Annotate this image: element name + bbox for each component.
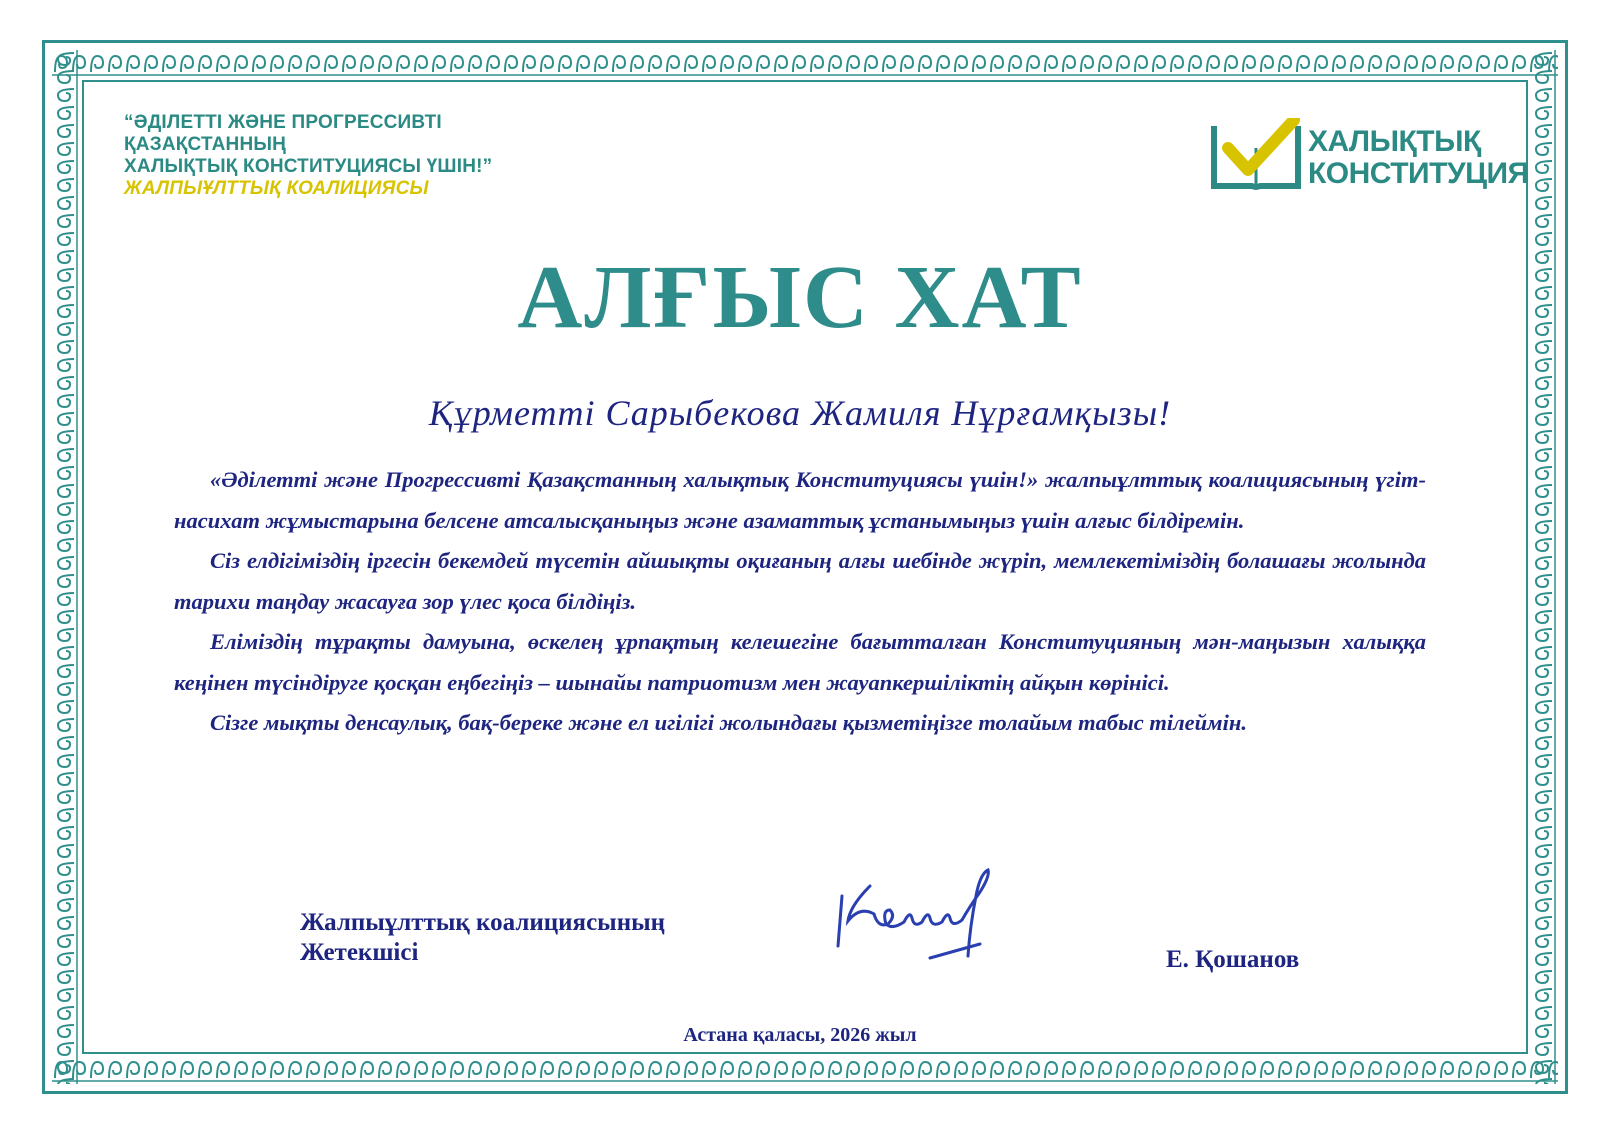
logo-line-1: ХАЛЫҚТЫҚ bbox=[1308, 125, 1481, 158]
signer-position bbox=[300, 908, 665, 968]
ornament-border-left bbox=[52, 50, 80, 1084]
paragraph: Сізге мықты денсаулық, бақ-береке және ел игілігі жолындағы қызметіңізге толайым табыс тілеймін. bbox=[210, 710, 1247, 735]
greeting: Құрметті Сарыбекова Жамиля Нұрғамқызы! bbox=[428, 393, 1172, 433]
handwritten-signature bbox=[830, 866, 1040, 976]
ornament-border-bottom bbox=[52, 1056, 1558, 1084]
ornament-border-top bbox=[52, 50, 1558, 78]
signer-name: Е. Қошанов bbox=[1166, 946, 1300, 973]
logo-text bbox=[1308, 126, 1529, 190]
signer-position-line-1: Жалпыұлттық коалициясының bbox=[300, 909, 666, 936]
letter-body bbox=[174, 460, 1426, 744]
coalition-line-1: “ӘДІЛЕТТІ ЖӘНЕ ПРОГРЕССИВТІ bbox=[124, 112, 442, 133]
letter-title: АЛҒЫС ХАТ bbox=[517, 248, 1083, 347]
ornament-border-right bbox=[1530, 50, 1558, 1084]
paragraph: «Әділетті және Прогрессивті Қазақстанның халықтық Конституциясы үшін!» жалпыұлттық коалициясының үгіт-насихат жұмыстарына белсене атсалысқаныңыз және азаматтық ұстанымыңыз үшін алғыс білдіремін. bbox=[174, 467, 1426, 533]
signer-position-line-2: Жетекшісі bbox=[300, 939, 419, 966]
place-date: Астана қаласы, 2026 жыл bbox=[683, 1024, 917, 1046]
coalition-line-3: ХАЛЫҚТЫҚ КОНСТИТУЦИЯСЫ ҮШІН!” bbox=[124, 156, 493, 177]
logo-line-2: КОНСТИТУЦИЯ bbox=[1308, 157, 1529, 190]
paragraph: Сіз елдігіміздің іргесін бекемдей түсетін айшықты оқиғаның алғы шебінде жүріп, мемлекетіміздің болашағы жолында тарихи таңдау жасауға зор үлес қоса білдіңіз. bbox=[174, 548, 1426, 614]
coalition-header bbox=[124, 112, 492, 200]
coalition-line-2: ҚАЗАҚСТАННЫҢ bbox=[124, 134, 287, 155]
coalition-subtitle: ЖАЛПЫҰЛТТЫҚ КОАЛИЦИЯСЫ bbox=[124, 178, 429, 199]
paragraph: Еліміздің тұрақты дамуына, өскелең ұрпақтың келешегіне бағытталған Конституцияның мән-маңызын халыққа кеңінен түсіндіруге қосқан еңбегіңіз – шынайы патриотизм мен жауапкершіліктің айқын көрінісі. bbox=[174, 629, 1426, 695]
